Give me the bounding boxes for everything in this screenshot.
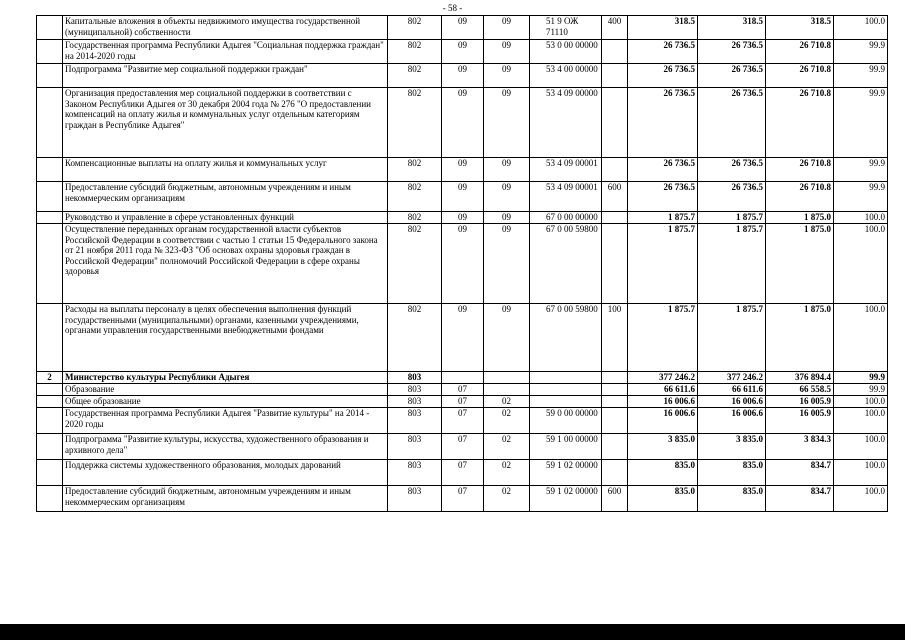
approved-amount-cell: 16 006.6 [628, 408, 698, 434]
ministry-code-cell: 802 [388, 158, 442, 182]
page-number: - 58 - [442, 3, 463, 13]
target-article-cell [530, 384, 602, 396]
target-article-cell: 51 9 ОЖ 71110 [530, 16, 602, 40]
budget-list-amount-cell: 26 736.5 [698, 158, 766, 182]
expense-type-cell [602, 212, 628, 224]
execution-percent-cell: 99.9 [834, 372, 888, 384]
target-article-cell: 53 4 09 00001 [530, 158, 602, 182]
row-number-cell [37, 224, 63, 304]
budget-table [36, 15, 888, 512]
section-code-cell: 09 [442, 158, 484, 182]
item-name-cell: Министерство культуры Республики Адыгея [63, 372, 388, 384]
subsection-code-cell: 09 [484, 88, 530, 158]
execution-percent-cell: 99.9 [834, 158, 888, 182]
approved-amount-cell: 26 736.5 [628, 40, 698, 64]
budget-list-amount-cell: 1 875.7 [698, 212, 766, 224]
table-row [37, 408, 888, 434]
approved-amount-cell: 3 835.0 [628, 434, 698, 460]
table-row [37, 158, 888, 182]
executed-amount-cell: 26 710.8 [766, 88, 834, 158]
row-number-cell [37, 486, 63, 512]
expense-type-cell [602, 40, 628, 64]
table-row [37, 182, 888, 212]
target-article-cell: 67 0 00 00000 [530, 212, 602, 224]
section-code-cell: 09 [442, 40, 484, 64]
item-name-cell: Предоставление субсидий бюджетным, автономным учреждениям и иным некоммерческим организациям [63, 486, 388, 512]
approved-amount-cell: 1 875.7 [628, 212, 698, 224]
execution-percent-cell: 100.0 [834, 224, 888, 304]
item-name-cell: Государственная программа Республики Адыгея "Социальная поддержка граждан" на 2014-2020 годы [63, 40, 388, 64]
execution-percent-cell: 100.0 [834, 396, 888, 408]
approved-amount-cell: 1 875.7 [628, 224, 698, 304]
section-code-cell [442, 372, 484, 384]
ministry-code-cell: 802 [388, 212, 442, 224]
ministry-code-cell: 803 [388, 486, 442, 512]
ministry-code-cell: 803 [388, 434, 442, 460]
target-article-cell: 59 1 00 00000 [530, 434, 602, 460]
executed-amount-cell: 3 834.3 [766, 434, 834, 460]
ministry-code-cell: 802 [388, 304, 442, 372]
executed-amount-cell: 16 005.9 [766, 408, 834, 434]
subsection-code-cell: 02 [484, 460, 530, 486]
execution-percent-cell: 100.0 [834, 486, 888, 512]
table-row [37, 64, 888, 88]
section-code-cell: 07 [442, 396, 484, 408]
table-row [37, 88, 888, 158]
table-row [37, 434, 888, 460]
table-row [37, 40, 888, 64]
item-name-cell: Общее образование [63, 396, 388, 408]
executed-amount-cell: 318.5 [766, 16, 834, 40]
section-code-cell: 09 [442, 88, 484, 158]
target-article-cell: 59 1 02 00000 [530, 460, 602, 486]
section-code-cell: 07 [442, 434, 484, 460]
item-name-cell: Компенсационные выплаты на оплату жилья и коммунальных услуг [63, 158, 388, 182]
subsection-code-cell: 02 [484, 408, 530, 434]
row-number-cell [37, 64, 63, 88]
section-code-cell: 07 [442, 408, 484, 434]
budget-list-amount-cell: 835.0 [698, 486, 766, 512]
row-number-cell [37, 384, 63, 396]
budget-list-amount-cell: 66 611.6 [698, 384, 766, 396]
execution-percent-cell: 99.9 [834, 88, 888, 158]
budget-list-amount-cell: 26 736.5 [698, 40, 766, 64]
ministry-code-cell: 802 [388, 224, 442, 304]
row-number-cell [37, 88, 63, 158]
budget-list-amount-cell: 26 736.5 [698, 182, 766, 212]
ministry-code-cell: 803 [388, 372, 442, 384]
target-article-cell [530, 396, 602, 408]
section-code-cell: 07 [442, 486, 484, 512]
subsection-code-cell: 09 [484, 224, 530, 304]
table-row [37, 304, 888, 372]
ministry-code-cell: 802 [388, 64, 442, 88]
subsection-code-cell: 02 [484, 486, 530, 512]
approved-amount-cell: 377 246.2 [628, 372, 698, 384]
subsection-code-cell: 09 [484, 158, 530, 182]
subsection-code-cell: 09 [484, 304, 530, 372]
budget-list-amount-cell: 26 736.5 [698, 64, 766, 88]
ministry-code-cell: 803 [388, 460, 442, 486]
budget-list-amount-cell: 1 875.7 [698, 304, 766, 372]
item-name-cell: Руководство и управление в сфере установленных функций [63, 212, 388, 224]
table-row [37, 486, 888, 512]
expense-type-cell: 600 [602, 486, 628, 512]
executed-amount-cell: 1 875.0 [766, 224, 834, 304]
subsection-code-cell [484, 384, 530, 396]
approved-amount-cell: 835.0 [628, 486, 698, 512]
table-row [37, 372, 888, 384]
expense-type-cell [602, 384, 628, 396]
approved-amount-cell: 26 736.5 [628, 158, 698, 182]
subsection-code-cell [484, 372, 530, 384]
expense-type-cell [602, 408, 628, 434]
table-row [37, 384, 888, 396]
approved-amount-cell: 26 736.5 [628, 88, 698, 158]
ministry-code-cell: 803 [388, 384, 442, 396]
approved-amount-cell: 1 875.7 [628, 304, 698, 372]
budget-list-amount-cell: 16 006.6 [698, 396, 766, 408]
row-number-cell [37, 182, 63, 212]
ministry-code-cell: 803 [388, 396, 442, 408]
scan-border [0, 624, 905, 640]
execution-percent-cell: 99.9 [834, 64, 888, 88]
expense-type-cell [602, 88, 628, 158]
item-name-cell: Подпрограмма "Развитие культуры, искусства, художественного образования и архивного дела" [63, 434, 388, 460]
ministry-code-cell: 802 [388, 88, 442, 158]
target-article-cell: 53 4 00 00000 [530, 64, 602, 88]
execution-percent-cell: 99.9 [834, 182, 888, 212]
target-article-cell: 59 0 00 00000 [530, 408, 602, 434]
budget-list-amount-cell: 377 246.2 [698, 372, 766, 384]
budget-list-amount-cell: 835.0 [698, 460, 766, 486]
item-name-cell: Государственная программа Республики Адыгея "Развитие культуры" на 2014 - 2020 годы [63, 408, 388, 434]
ministry-code-cell: 802 [388, 16, 442, 40]
row-number-cell [37, 408, 63, 434]
table-row [37, 460, 888, 486]
row-number-cell [37, 40, 63, 64]
execution-percent-cell: 100.0 [834, 16, 888, 40]
section-code-cell: 07 [442, 384, 484, 396]
subsection-code-cell: 09 [484, 16, 530, 40]
item-name-cell: Капитальные вложения в объекты недвижимого имущества государственной (муниципальной) собственности [63, 16, 388, 40]
executed-amount-cell: 66 558.5 [766, 384, 834, 396]
execution-percent-cell: 100.0 [834, 304, 888, 372]
table-body [37, 16, 888, 512]
row-number-cell [37, 434, 63, 460]
row-number-cell [37, 212, 63, 224]
subsection-code-cell: 09 [484, 64, 530, 88]
row-number-cell [37, 304, 63, 372]
approved-amount-cell: 26 736.5 [628, 182, 698, 212]
execution-percent-cell: 100.0 [834, 408, 888, 434]
subsection-code-cell: 09 [484, 182, 530, 212]
item-name-cell: Образование [63, 384, 388, 396]
executed-amount-cell: 26 710.8 [766, 40, 834, 64]
item-name-cell: Поддержка системы художественного образования, молодых дарований [63, 460, 388, 486]
target-article-cell [530, 372, 602, 384]
executed-amount-cell: 26 710.8 [766, 64, 834, 88]
item-name-cell: Подпрограмма "Развитие мер социальной поддержки граждан" [63, 64, 388, 88]
executed-amount-cell: 16 005.9 [766, 396, 834, 408]
ministry-code-cell: 802 [388, 182, 442, 212]
execution-percent-cell: 100.0 [834, 212, 888, 224]
ministry-code-cell: 802 [388, 40, 442, 64]
row-number-cell: 2 [37, 372, 63, 384]
target-article-cell: 53 4 09 00000 [530, 88, 602, 158]
expense-type-cell: 400 [602, 16, 628, 40]
item-name-cell: Предоставление субсидий бюджетным, автономным учреждениям и иным некоммерческим организациям [63, 182, 388, 212]
approved-amount-cell: 318.5 [628, 16, 698, 40]
expense-type-cell [602, 434, 628, 460]
expense-type-cell [602, 372, 628, 384]
executed-amount-cell: 834.7 [766, 460, 834, 486]
executed-amount-cell: 376 894.4 [766, 372, 834, 384]
section-code-cell: 09 [442, 304, 484, 372]
budget-list-amount-cell: 3 835.0 [698, 434, 766, 460]
approved-amount-cell: 26 736.5 [628, 64, 698, 88]
subsection-code-cell: 02 [484, 396, 530, 408]
execution-percent-cell: 99.9 [834, 384, 888, 396]
section-code-cell: 09 [442, 16, 484, 40]
target-article-cell: 53 0 00 00000 [530, 40, 602, 64]
item-name-cell: Осуществление переданных органам государственной власти субъектов Российской Федерации в соответствии с частью 1 статьи 15 Федерального закона от 21 ноября 2011 года № 323-ФЗ "Об основах охраны здоровья граждан в Российской Федерации" полномочий Российской Федерации в сфере охраны здоровья [63, 224, 388, 304]
row-number-cell [37, 158, 63, 182]
target-article-cell: 53 4 09 00001 [530, 182, 602, 212]
expense-type-cell [602, 396, 628, 408]
approved-amount-cell: 66 611.6 [628, 384, 698, 396]
section-code-cell: 09 [442, 212, 484, 224]
ministry-code-cell: 803 [388, 408, 442, 434]
table-row [37, 224, 888, 304]
target-article-cell: 67 0 00 59800 [530, 304, 602, 372]
executed-amount-cell: 26 710.8 [766, 182, 834, 212]
expense-type-cell [602, 460, 628, 486]
executed-amount-cell: 1 875.0 [766, 304, 834, 372]
expense-type-cell: 100 [602, 304, 628, 372]
section-code-cell: 09 [442, 224, 484, 304]
subsection-code-cell: 02 [484, 434, 530, 460]
executed-amount-cell: 1 875.0 [766, 212, 834, 224]
item-name-cell: Расходы на выплаты персоналу в целях обеспечения выполнения функций государственными (муниципальными) органами, казенными учреждениями, органами управления государственными внебюджетными фондами [63, 304, 388, 372]
subsection-code-cell: 09 [484, 40, 530, 64]
budget-list-amount-cell: 26 736.5 [698, 88, 766, 158]
budget-list-amount-cell: 1 875.7 [698, 224, 766, 304]
section-code-cell: 09 [442, 182, 484, 212]
expense-type-cell [602, 224, 628, 304]
expense-type-cell [602, 158, 628, 182]
row-number-cell [37, 16, 63, 40]
table-row [37, 212, 888, 224]
execution-percent-cell: 100.0 [834, 434, 888, 460]
item-name-cell: Организация предоставления мер социальной поддержки в соответствии с Законом Республики Адыгея от 30 декабря 2004 года № 276 "О предоставлении компенсаций на оплату жилья и коммунальных услуг отдельным категориям граждан в Республике Адыгея" [63, 88, 388, 158]
expense-type-cell: 600 [602, 182, 628, 212]
approved-amount-cell: 16 006.6 [628, 396, 698, 408]
section-code-cell: 07 [442, 460, 484, 486]
target-article-cell: 59 1 02 00000 [530, 486, 602, 512]
budget-list-amount-cell: 318.5 [698, 16, 766, 40]
row-number-cell [37, 396, 63, 408]
executed-amount-cell: 834.7 [766, 486, 834, 512]
subsection-code-cell: 09 [484, 212, 530, 224]
row-number-cell [37, 460, 63, 486]
target-article-cell: 67 0 00 59800 [530, 224, 602, 304]
section-code-cell: 09 [442, 64, 484, 88]
executed-amount-cell: 26 710.8 [766, 158, 834, 182]
table-row [37, 16, 888, 40]
table-row [37, 396, 888, 408]
expense-type-cell [602, 64, 628, 88]
budget-list-amount-cell: 16 006.6 [698, 408, 766, 434]
execution-percent-cell: 100.0 [834, 460, 888, 486]
execution-percent-cell: 99.9 [834, 40, 888, 64]
approved-amount-cell: 835.0 [628, 460, 698, 486]
